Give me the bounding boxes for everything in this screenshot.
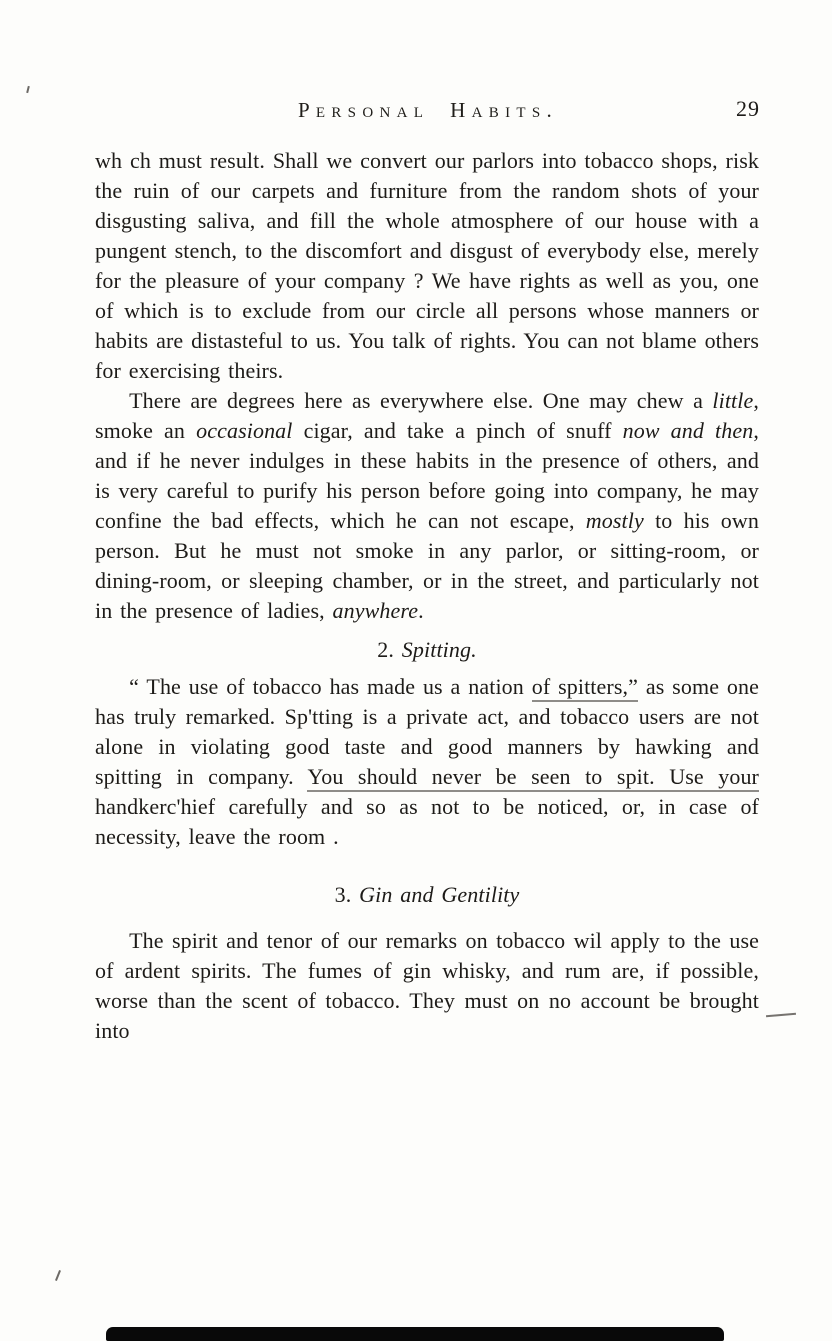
page-number: 29 — [736, 96, 760, 121]
heading-title: Spitting. — [401, 637, 477, 662]
text-run: The spirit and tenor of our remarks on tobacco wil apply to the use of ardent spirits. The fumes of gin whisky, and rum are, if possible, worse than the scent of tobacco. They must on no account be brought into — [95, 928, 759, 1043]
heading-gin-and-gentility — [95, 880, 759, 910]
text-run: as some one has truly remarked. Sp'tting is a private act, and tobacco users are not alone in violating good taste and good manners by hawking and spitting in company. — [95, 674, 759, 789]
pencil-dash-mark — [766, 1013, 796, 1018]
heading-number: 2. — [377, 637, 402, 662]
scan-artifact-mark — [55, 1270, 61, 1281]
text-run: , smoke an — [95, 388, 759, 443]
text-run: “ The use of tobacco has made us a nation — [129, 674, 532, 699]
text-run-italic: mostly — [585, 508, 644, 533]
text-run: to his own person. But he must not smoke in any parlor, or sitting-room, or dining-room, or sleeping chamber, or in the street, and particularly not in the presence of ladies, — [95, 508, 759, 623]
heading-spitting — [95, 635, 759, 665]
text-run-underlined: You should never be seen to spit. Use your — [307, 764, 759, 792]
text-run: wh ch must result. Shall we convert our parlors into tobacco shops, risk the ruin of our carpets and furniture from the random shots of your disgusting saliva, and fill the whole atmosphere of our house with a pungent stench, to the discomfort and disgust of everybody else, merely for the pleasure of your company ? We have rights as well as you, one of which is to exclude from our circle all persons whose manners or habits are distasteful to us. You talk of rights. You can not blame others for exercising theirs. — [95, 148, 759, 383]
scan-edge-bar — [106, 1327, 724, 1341]
paragraph-tobacco-parlors — [95, 146, 759, 386]
text-run: handkerc'hief carefully and so as not to be noticed, or, in case of necessity, leave the room . — [95, 794, 759, 849]
page-header — [96, 98, 760, 123]
text-block — [95, 146, 759, 1046]
heading-number: 3. — [334, 882, 360, 907]
paragraph-spitting — [95, 672, 759, 852]
text-run-italic: occasional — [196, 418, 293, 443]
text-run-italic: little — [712, 388, 754, 413]
text-run: , and if he never indulges in these habits in the presence of others, and is very careful to purify his person before going into company, he may confine the bad effects, which he can not escape, — [95, 418, 759, 533]
running-title: Personal Habits. — [297, 98, 559, 122]
paragraph-degrees — [95, 386, 759, 626]
text-run-underlined: of spitters,” — [532, 674, 638, 702]
scan-artifact-mark — [26, 86, 30, 93]
text-run-italic: anywhere — [332, 598, 419, 623]
text-run-italic: now and then — [622, 418, 754, 443]
heading-title: Gin and Gentility — [359, 882, 520, 907]
paragraph-gin — [95, 926, 759, 1046]
text-run: cigar, and take a pinch of snuff — [292, 418, 623, 443]
text-run: . — [418, 598, 424, 623]
text-run: There are degrees here as everywhere else. One may chew a — [129, 388, 713, 413]
